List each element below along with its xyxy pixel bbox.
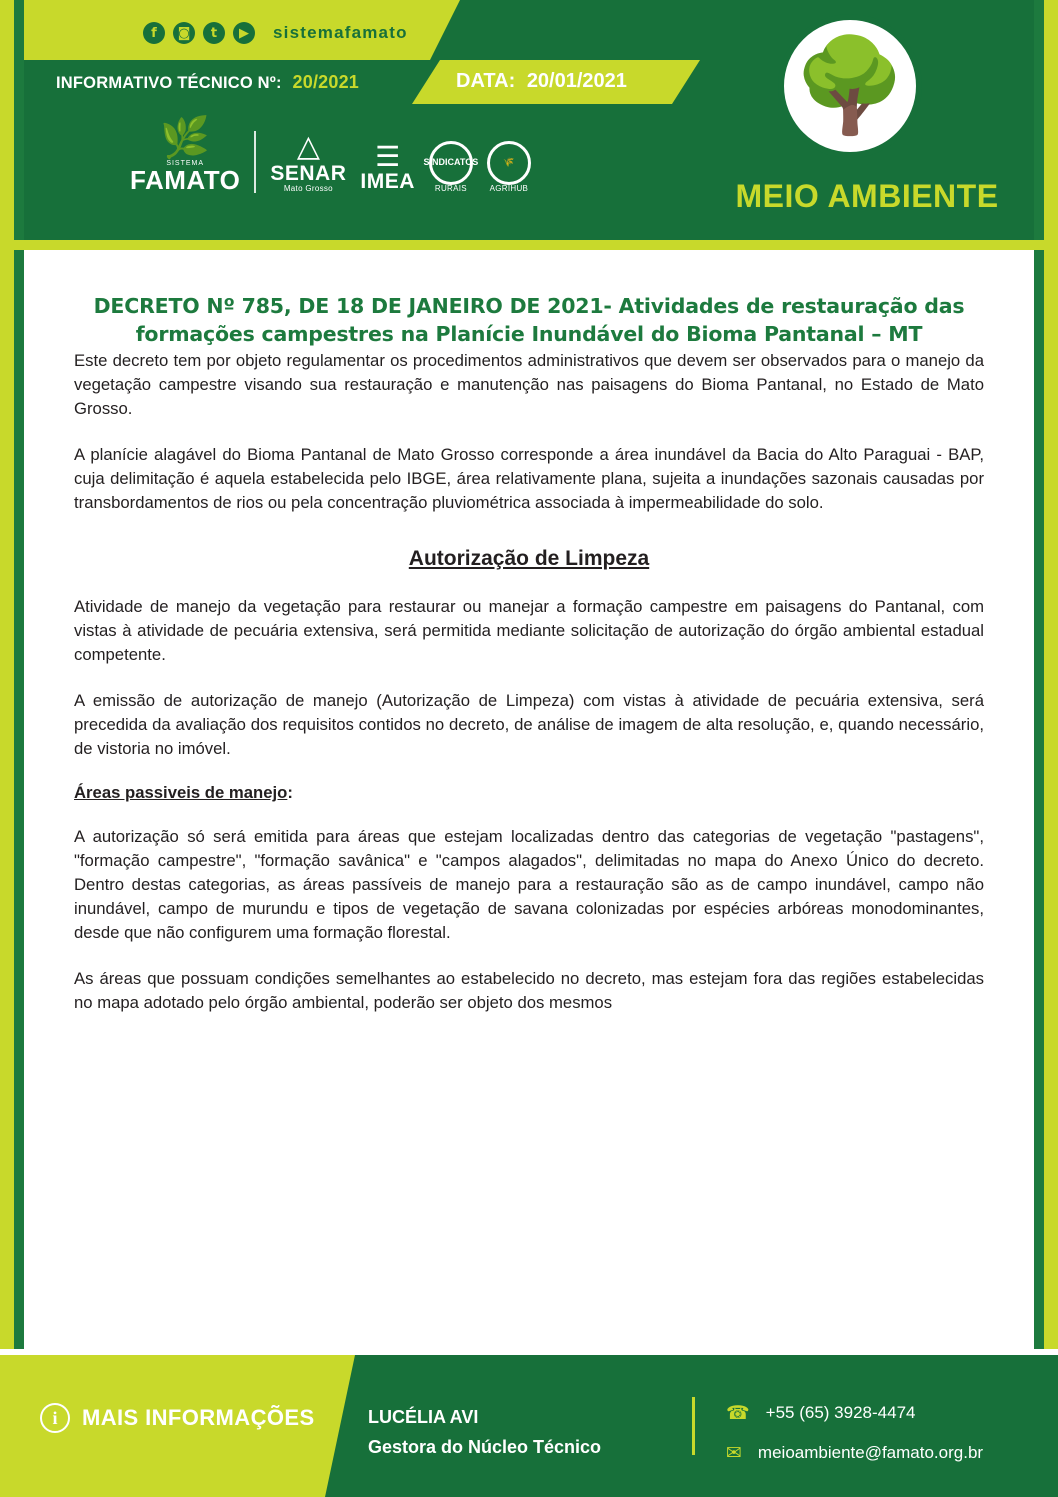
left-green-bar <box>14 0 24 1497</box>
logo-imea <box>360 142 415 193</box>
paragraph-1: Este decreto tem por objeto regulamentar os procedimentos administrativos que devem ser observados para o manejo da vegetação campestre visando sua restauração e manutenção nas paisagens do Bioma Pantanal, no Estado de Mato Grosso. <box>74 350 984 418</box>
imea-name-label: IMEA <box>360 169 415 193</box>
contact-phone-value: +55 (65) 3928-4474 <box>765 1403 916 1422</box>
logo-famato <box>130 118 240 193</box>
famato-leaf-icon: 🌿 <box>160 116 211 160</box>
more-info-label: MAIS INFORMAÇÕES <box>82 1405 315 1430</box>
theme-emblem <box>778 14 922 158</box>
instagram-icon[interactable]: ◙ <box>173 22 195 44</box>
contact-role: Gestora do Núcleo Técnico <box>368 1437 602 1457</box>
logo-agrihub <box>487 141 531 193</box>
header-bottom-divider <box>0 240 1058 250</box>
page-footer <box>0 1355 1058 1497</box>
bulletin-date-label: DATA: <box>456 70 516 92</box>
senar-mark-icon: △ <box>296 130 320 164</box>
twitter-icon[interactable]: t <box>203 22 225 44</box>
theme-title: MEIO AMBIENTE <box>735 178 999 214</box>
partner-logos <box>130 118 531 193</box>
subheading-suffix: : <box>287 783 293 803</box>
left-lime-bar <box>0 0 14 1497</box>
agrihub-circle-icon: 🌾 <box>487 141 531 185</box>
bulletin-date-value: 20/01/2021 <box>526 70 627 92</box>
more-info-block <box>40 1403 315 1433</box>
page-title: DECRETO Nº 785, DE 18 DE JANEIRO DE 2021- Atividades de restauração das formações campestres na Planície Inundável do Bioma Pantanal – MT <box>93 294 965 347</box>
contact-email-value: meioambiente@famato.org.br <box>757 1443 984 1462</box>
footer-divider <box>692 1397 695 1455</box>
famato-name-label: FAMATO <box>130 165 241 195</box>
sindicatos-sub-label: RURAIS <box>434 183 467 193</box>
contact-email[interactable] <box>726 1443 983 1463</box>
imea-mark-icon: ☰ <box>375 140 401 172</box>
envelope-icon: ✉ <box>726 1441 742 1464</box>
page-header <box>0 0 1058 248</box>
subheading-text: Áreas passiveis de manejo <box>74 783 288 803</box>
agrihub-name-label: AGRIHUB <box>489 183 529 193</box>
paragraph-5: A autorização só será emitida para áreas que estejam localizadas dentro das categorias de vegetação "pastagens", "formação campestre", "formação savânica" e "campos alagados", delimitadas no mapa do Anexo Único do decreto. Dentro destas categorias, as áreas passíveis de manejo para a restauração são as de campo inundável, campo não inundável, campo de murundu e tipos de vegetação de savana colonizadas por espécies arbóreas monodominantes, desde que não configurem uma formação florestal. <box>74 827 984 943</box>
info-icon: i <box>40 1403 70 1433</box>
bulletin-number-line <box>56 72 359 93</box>
theme-block <box>676 0 1058 248</box>
phone-icon: ☎ <box>726 1401 750 1424</box>
logo-divider <box>254 131 256 193</box>
subheading <box>74 783 984 803</box>
paragraph-3: Atividade de manejo da vegetação para restaurar ou manejar a formação campestre em paisagens do Pantanal, com vistas à atividade de pecuária extensiva, será permitida mediante solicitação de autorização do órgão ambiental estadual competente. <box>74 596 984 664</box>
paragraph-2: A planície alagável do Bioma Pantanal de Mato Grosso corresponde a área inundável da Bacia do Alto Paraguai - BAP, cuja delimitação é aquela estabelecida pelo IBGE, área relativamente plana, sujeita a inundações sazonais causadas por transbordamentos de rios ou pela concentração pluviométrica associada à impermeabilidade do solo. <box>74 444 984 512</box>
senar-state-label: Mato Grosso <box>283 183 333 193</box>
sindicatos-name-label: SINDICATOS <box>423 157 479 168</box>
sindicatos-circle-icon <box>423 141 479 185</box>
logo-sindicatos-rurais <box>423 141 479 193</box>
paragraph-6: As áreas que possuam condições semelhantes ao estabelecido no decreto, mas estejam fora das regiões estabelecidas no mapa adotado pelo órgão ambiental, poderão ser objeto dos mesmos <box>74 969 984 1013</box>
document-body <box>24 250 1034 1037</box>
senar-name-label: SENAR <box>270 161 347 185</box>
facebook-icon[interactable]: f <box>143 22 165 44</box>
bulletin-number-value: 20/2021 <box>292 72 359 92</box>
logo-senar <box>270 131 346 193</box>
tree-icon: 🌳 <box>792 32 908 139</box>
bulletin-number-label: INFORMATIVO TÉCNICO Nº: <box>56 74 282 92</box>
social-handle: sistemafamato <box>273 23 408 42</box>
section-heading: Autorização de Limpeza <box>408 546 650 570</box>
contact-phone[interactable] <box>726 1403 915 1423</box>
contact-name: LUCÉLIA AVI <box>368 1407 479 1427</box>
social-links[interactable] <box>143 22 408 44</box>
youtube-icon[interactable]: ▶ <box>233 22 255 44</box>
paragraph-4: A emissão de autorização de manejo (Autorização de Limpeza) com vistas à atividade de pecuária extensiva, será precedida da avaliação dos requisitos contidos no decreto, de análise de imagem de alta resolução, e, quando necessário, de vistoria no imóvel. <box>74 690 984 759</box>
famato-sistema-label: SISTEMA <box>166 160 205 167</box>
bulletin-date-line <box>456 70 627 93</box>
